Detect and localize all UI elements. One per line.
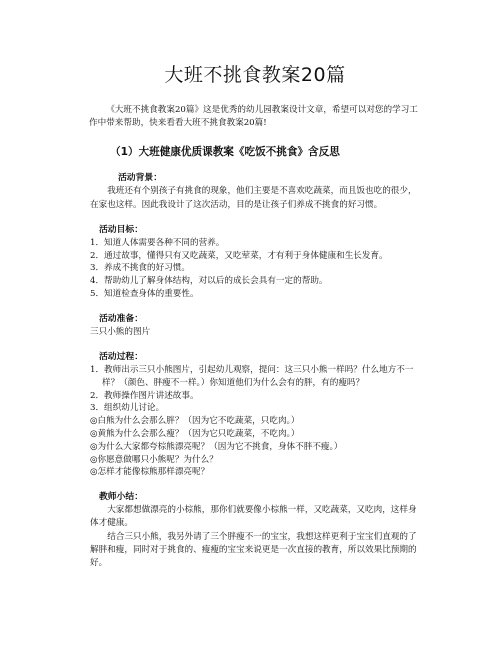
section-title: （1）大班健康优质课教案《吃饭不挑食》含反思 <box>110 146 340 159</box>
list-item: 1．知道人体需要各种不同的营养。 <box>90 237 225 248</box>
prep-text: 三只小熊的图片 <box>90 326 151 337</box>
list-item: ◎黄熊为什么会那么瘦？（因为它只吃蔬菜，不吃肉。） <box>90 428 300 439</box>
list-item: ◎怎样才能像棕熊那样漂亮呢？ <box>90 467 210 478</box>
goals-list <box>90 237 420 301</box>
list-item: 2．通过故事，懂得只有又吃蔬菜，又吃荤菜，才有利于身体健康和生长发育。 <box>90 250 388 261</box>
list-item: ◎你愿意做哪只小熊呢？为什么？ <box>90 454 218 465</box>
list-item: ◎为什么大家都夸棕熊漂亮呢？（因为它不挑食，身体不胖不瘦。） <box>90 441 343 452</box>
document-title: 大班不挑食教案20篇 <box>164 64 346 86</box>
summary-paragraph: 大家都想做漂亮的小棕熊，那你们就要像小棕熊一样，又吃蔬菜，又吃肉，这样身体才健康。 <box>90 505 417 529</box>
background-heading: 活动背景： <box>118 173 162 184</box>
prep-heading: 活动准备： <box>99 313 143 324</box>
list-item: ◎白熊为什么会那么胖？（因为它不吃蔬菜，只吃肉。） <box>90 416 300 427</box>
list-item: 3．养成不挑食的好习惯。 <box>90 263 190 274</box>
list-item: 5．知道检查身体的重要性。 <box>90 289 199 299</box>
summary-heading: 教师小结： <box>99 492 143 503</box>
list-item: 3．组织幼儿讨论。 <box>90 403 165 414</box>
intro-paragraph: 《大班不挑食教案20篇》这是优秀的幼儿园教案设计文章，希望可以对您的学习工作中带来帮助，快来看看大班不挑食教案20篇! <box>89 105 418 129</box>
goals-heading: 活动目标： <box>99 224 143 235</box>
list-item: 2．教师操作图片讲述故事。 <box>90 390 199 401</box>
list-item: 1．教师出示三只小熊图片，引起幼儿观察，提问：这三只小熊一样吗？什么地方不一样？（颜色、胖瘦不一样。）你知道他们为什么会有的胖，有的瘦吗？ <box>90 365 414 388</box>
background-text: 我班还有个别孩子有挑食的现象，他们主要是不喜欢吃蔬菜，而且饭也吃的很少，在家也这样。因此我设计了这次活动，目的是让孩子们养成不挑食的好习惯。 <box>90 186 417 210</box>
process-list <box>90 364 420 479</box>
process-heading: 活动过程： <box>99 352 143 362</box>
list-item: 4．帮助幼儿了解身体结构，对以后的成长会具有一定的帮助。 <box>90 276 328 287</box>
summary-paragraph: 结合三只小熊，我另外请了三个胖瘦不一的宝宝，我想这样更利于宝宝们直观的了解胖和瘦，同时对于挑食的、瘦瘦的宝宝来说更是一次直接的教育，所以效果比预期的好。 <box>90 531 417 568</box>
